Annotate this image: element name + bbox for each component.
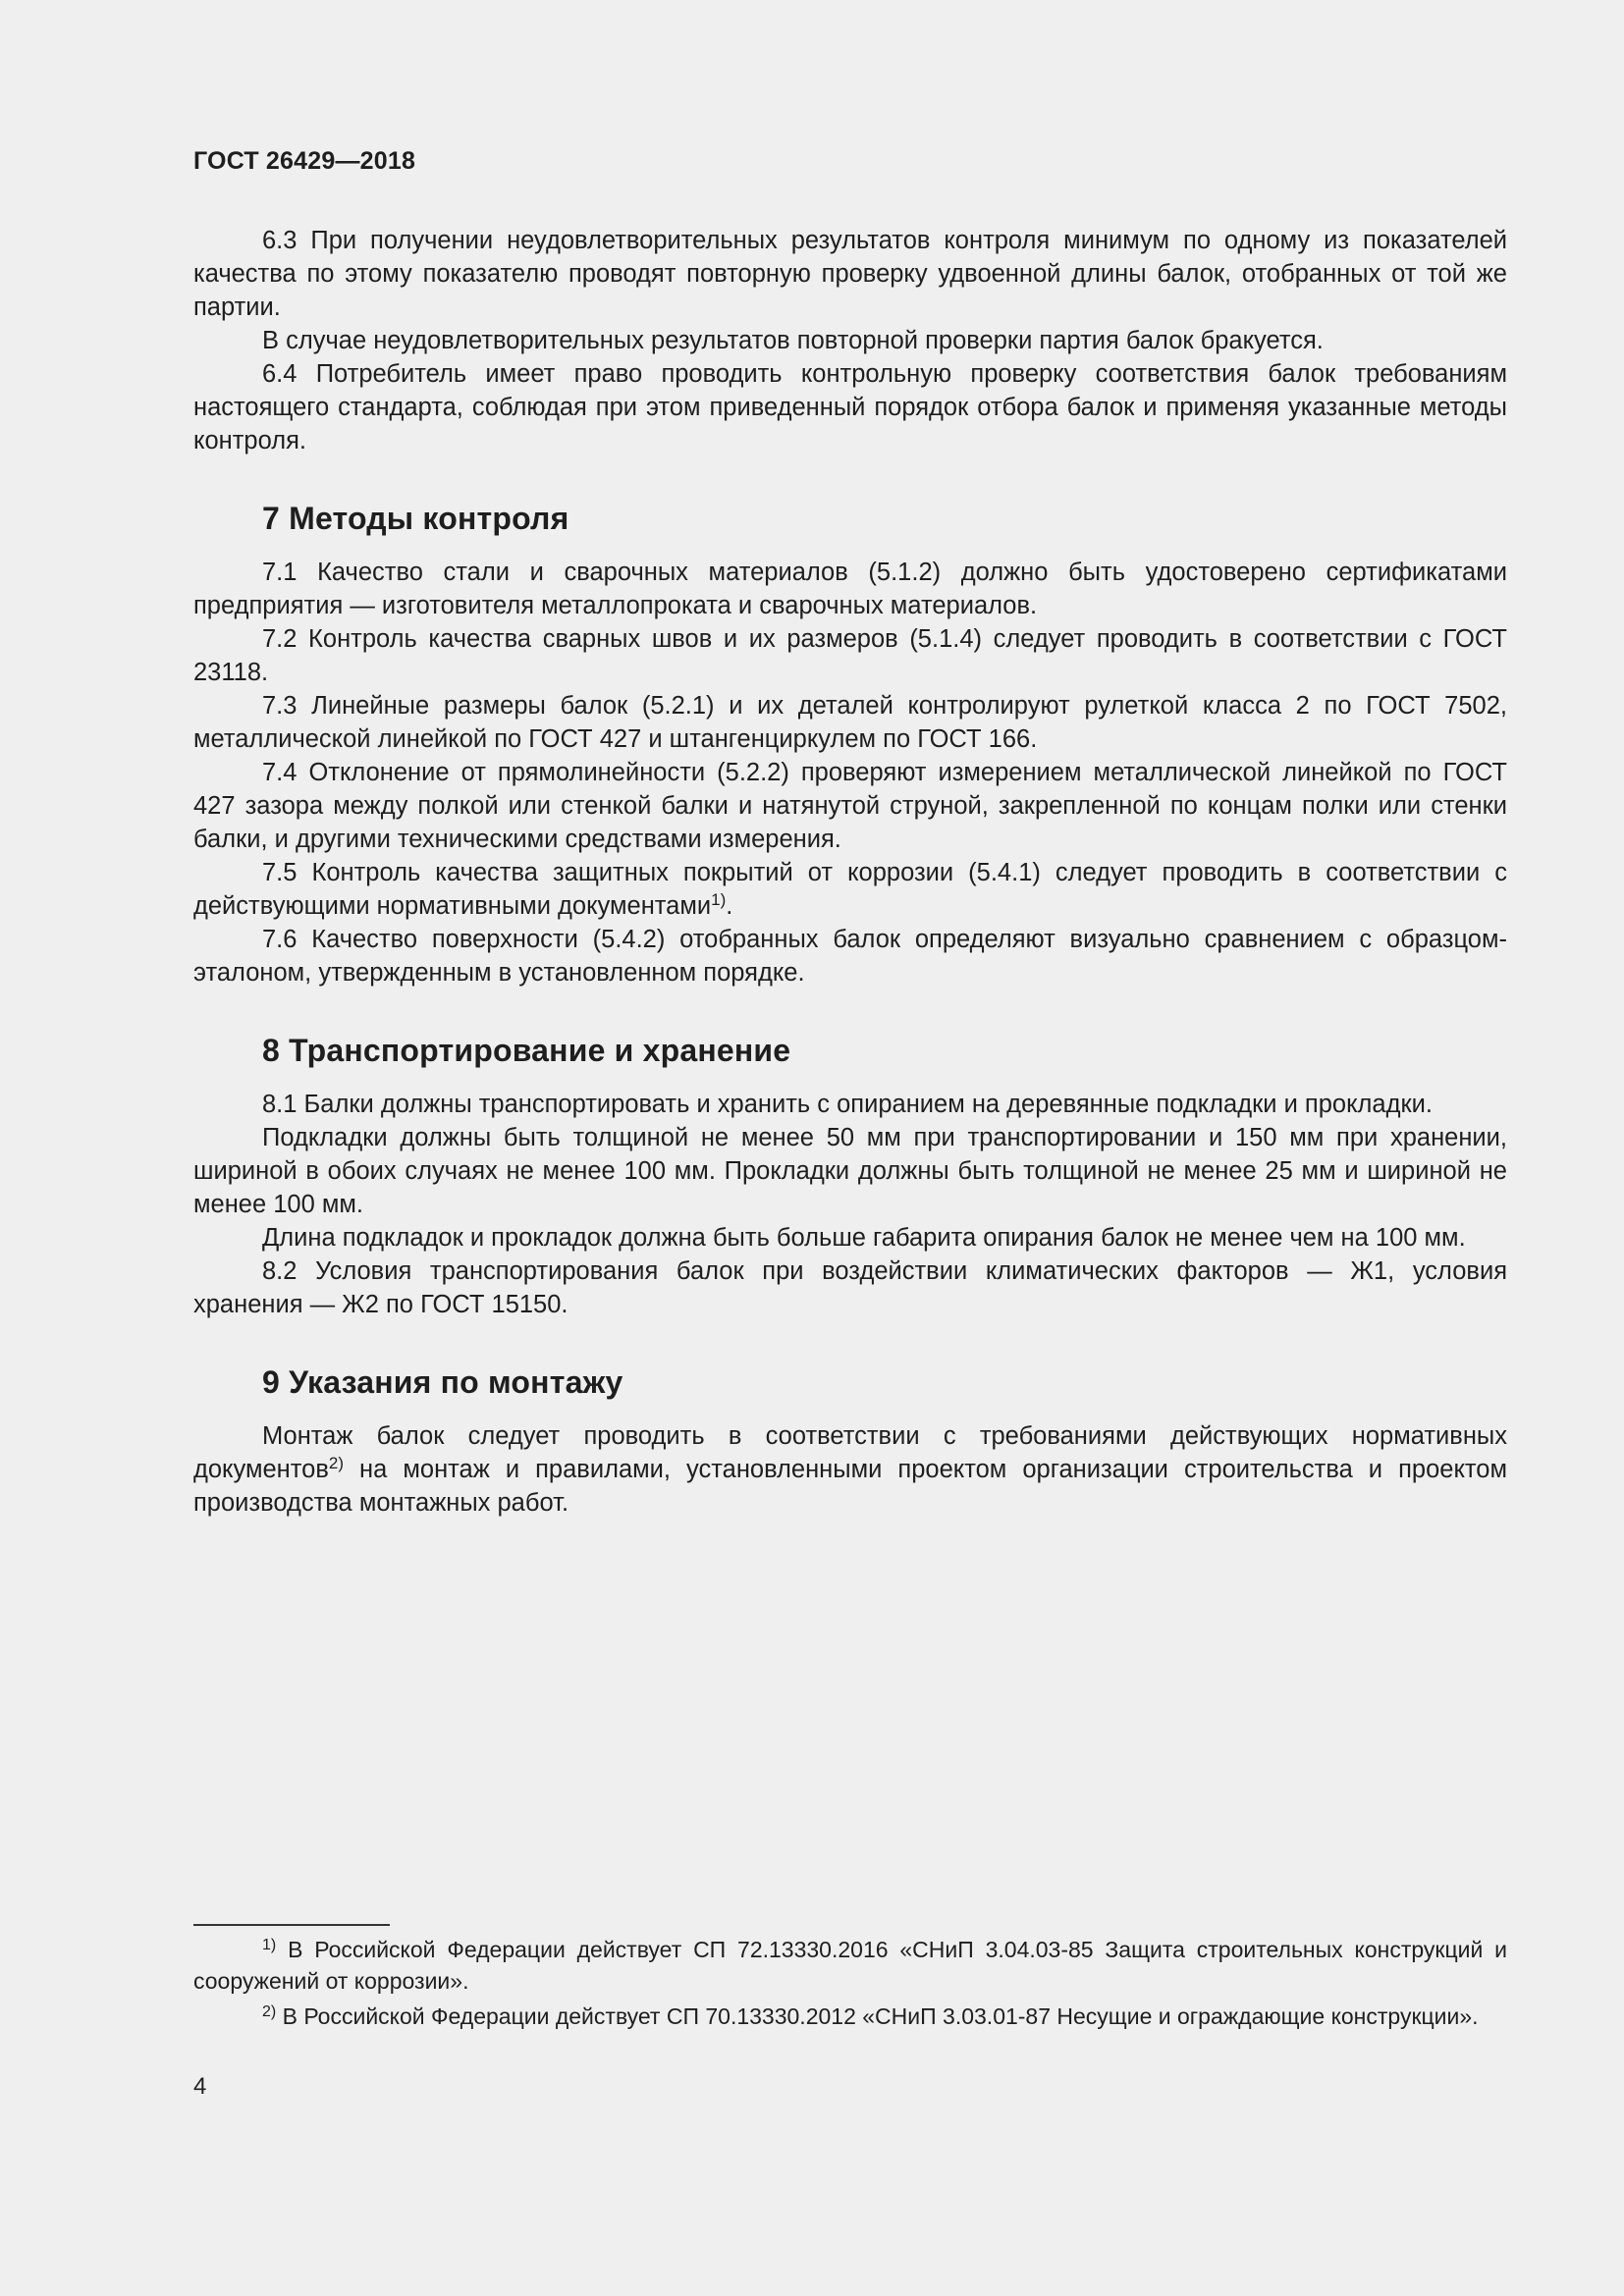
footnote-ref-1[interactable]: 1) [711, 890, 727, 909]
paragraph-9 [193, 1419, 1507, 1520]
paragraph-7-5-end: . [726, 892, 733, 920]
section-heading-9: 9 Указания по монтажу [262, 1364, 623, 1400]
paragraph-7-4: 7.4 Отклонение от прямолинейности (5.2.2) проверяют измерением металлической линейкой по ГОСТ 427 зазора между полкой или стенкой балки и натянутой струной, закрепленной по концам полки или стенки балки, и другими техническими средствами измерения. [193, 759, 1507, 853]
footnote-1 [193, 1934, 1507, 1997]
paragraph-7-5 [193, 856, 1507, 923]
paragraph-7-1: 7.1 Качество стали и сварочных материалов (5.1.2) должно быть удостоверено сертификатами предприятия — изготовителя металлопроката и сварочных материалов. [193, 559, 1507, 619]
document-body [193, 224, 1507, 1520]
paragraph-7-3: 7.3 Линейные размеры балок (5.2.1) и их деталей контролируют рулеткой класса 2 по ГОСТ 7502, металлической линейкой по ГОСТ 427 и штангенциркулем по ГОСТ 166. [193, 692, 1507, 753]
footnote-2 [193, 2001, 1507, 2032]
footnote-ref-2[interactable]: 2) [328, 1454, 345, 1472]
document-page [193, 0, 1507, 2296]
footnote-text-1: В Российской Федерации действует СП 72.13330.2016 «СНиП 3.04.03-85 Защита строительных конструкций и сооружений от коррозии». [193, 1937, 1507, 1994]
paragraph-7-6: 7.6 Качество поверхности (5.4.2) отобранных балок определяют визуально сравнением с образцом-эталоном, утвержденным в установленном порядке. [193, 926, 1507, 987]
paragraph-8-2: 8.2 Условия транспортирования балок при воздействии климатических факторов — Ж1, условия хранения — Ж2 по ГОСТ 15150. [193, 1257, 1507, 1318]
paragraph-9-text-b: на монтаж и правилами, установленными проектом организации строительства и проектом производства монтажных работ. [193, 1456, 1507, 1517]
paragraph-6-3: 6.3 При получении неудовлетворительных результатов контроля минимум по одному из показателей качества по этому показателю проводят повторную проверку удвоенной длины балок, отобранных от той же партии. [193, 227, 1507, 321]
footnote-mark-2: 2) [262, 2003, 277, 2020]
paragraph-7-2: 7.2 Контроль качества сварных швов и их размеров (5.1.4) следует проводить в соответствии с ГОСТ 23118. [193, 625, 1507, 686]
section-heading-7: 7 Методы контроля [262, 501, 569, 536]
document-header: ГОСТ 26429—2018 [193, 147, 416, 175]
footnote-text-2: В Российской Федерации действует СП 70.13330.2012 «СНиП 3.03.01-87 Несущие и ограждающие конструкции». [276, 2003, 1479, 2029]
page-number: 4 [193, 2073, 207, 2100]
paragraph-8-1-length: Длина подкладок и прокладок должна быть больше габарита опирания балок не менее чем на 100 мм. [262, 1224, 1466, 1252]
footnotes [193, 1934, 1507, 2036]
paragraph-6-4: 6.4 Потребитель имеет право проводить контрольную проверку соответствия балок требованиям настоящего стандарта, соблюдая при этом приведенный порядок отбора балок и применяя указанные методы контроля. [193, 360, 1507, 454]
paragraph-9-text-a: Монтаж балок следует проводить в соответствии с требованиями действующих нормативных документов [193, 1422, 1507, 1483]
paragraph-8-1: 8.1 Балки должны транспортировать и хранить с опиранием на деревянные подкладки и прокладки. [262, 1091, 1433, 1118]
paragraph-6-3-continued: В случае неудовлетворительных результатов повторной проверки партия балок бракуется. [262, 327, 1324, 354]
footnote-divider [193, 1924, 390, 1926]
footnote-mark-1: 1) [262, 1937, 277, 1953]
section-heading-8: 8 Транспортирование и хранение [262, 1033, 791, 1068]
paragraph-7-5-text: 7.5 Контроль качества защитных покрытий от коррозии (5.4.1) следует проводить в соответствии с действующими нормативными документами [193, 859, 1507, 920]
paragraph-8-1-supports: Подкладки должны быть толщиной не менее 50 мм при транспортировании и 150 мм при хранении, шириной в обоих случаях не менее 100 мм. Прокладки должны быть толщиной не менее 25 мм и шириной не менее 100 мм. [193, 1124, 1507, 1218]
